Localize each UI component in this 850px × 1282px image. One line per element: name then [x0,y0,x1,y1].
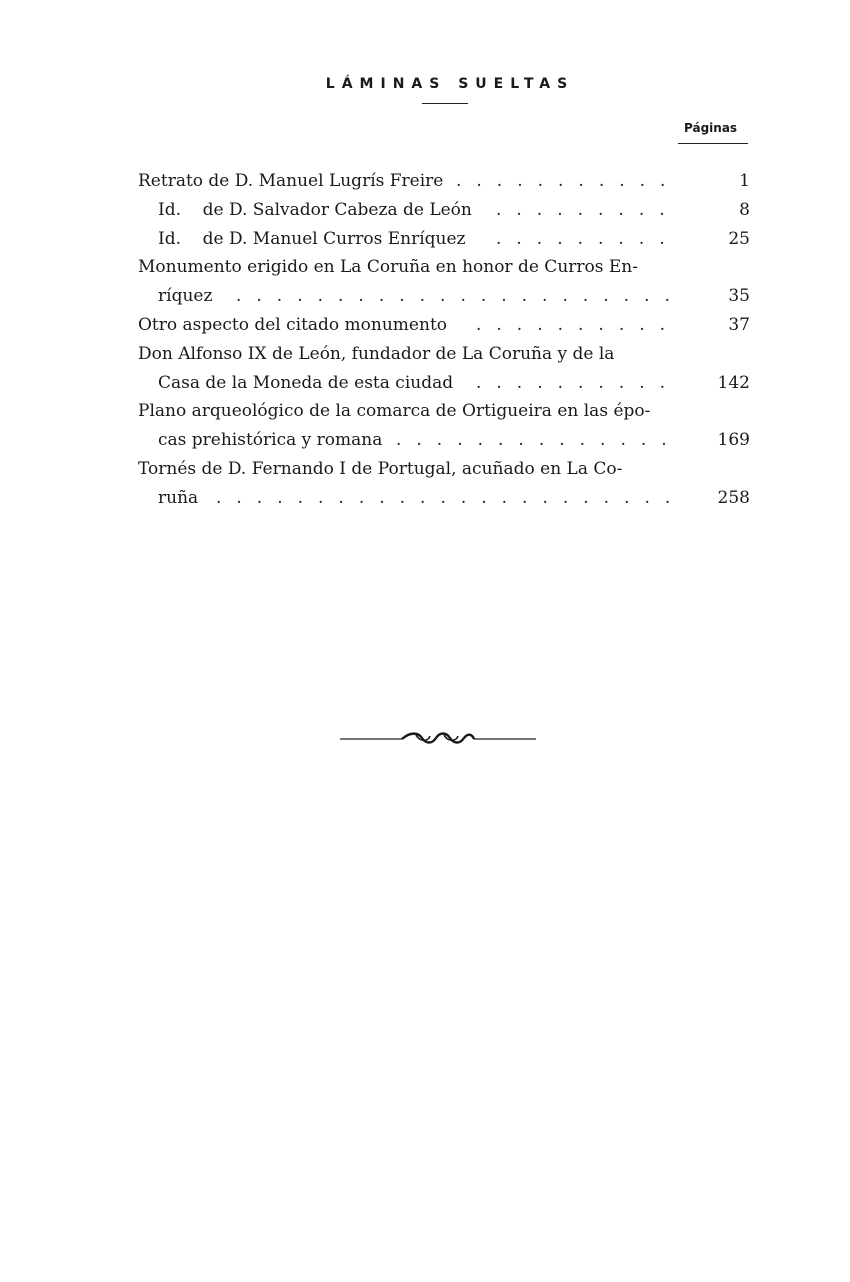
entry-line [0,282,850,311]
entry-page-number: 37 [728,314,750,335]
entry-line [0,397,850,426]
entry-title: Don Alfonso IX de León, fundador de La Coruña y de la [138,343,615,364]
entry-line [0,167,850,196]
ornament-divider [340,728,536,750]
entry-title: Otro aspecto del citado monumento [138,314,448,335]
section-heading: LÁMINAS SUELTAS [325,76,575,92]
leader-dots: .............. [396,430,682,451]
entry-page-number: 35 [728,286,750,307]
entry-line [0,340,850,369]
pages-column-underline [678,143,748,144]
entry-title-continuation: Casa de la Moneda de esta ciudad [158,372,454,393]
entry-page-number: 8 [739,199,750,220]
entry-line [0,484,850,513]
leader-dots: .......... [476,314,681,335]
entry-title-continuation: ríquez [158,286,213,307]
entry-page-number: 142 [717,372,750,393]
leader-dots: ...................... [236,286,685,307]
entry-line [0,196,850,225]
plates-list [0,167,850,513]
entry-page-number: 25 [728,228,750,249]
entry-line [0,225,850,254]
entry-title: Retrato de D. Manuel Lugrís Freire [138,171,444,191]
entry-line [0,311,850,340]
leader-dots: ......... [496,199,680,220]
entry-line [0,426,850,455]
entry-title: Id. de D. Salvador Cabeza de León [158,199,472,220]
entry-title: Plano arqueológico de la comarca de Ortigueira en las épo- [138,401,651,422]
entry-line [0,369,850,398]
entry-title: Monumento erigido en La Coruña en honor de Curros En- [138,257,638,278]
leader-dots: ......... [496,228,680,249]
pages-column-header: Páginas [684,121,738,135]
leader-dots: .......... [476,372,681,393]
entry-title: Id. de D. Manuel Curros Enríquez [158,228,466,249]
entry-line [0,455,850,484]
entry-title-continuation: cas prehistórica y romana [158,430,383,451]
entry-page-number: 258 [717,487,750,508]
leader-dots: ....................... [216,487,686,508]
leader-dots: ........... [456,171,681,191]
entry-page-number: 169 [717,430,750,451]
heading-underline [422,103,468,104]
entry-title-continuation: ruña [158,487,199,508]
entry-line [0,253,850,282]
entry-title: Tornés de D. Fernando I de Portugal, acuñado en La Co- [138,458,623,479]
entry-page-number: 1 [739,171,750,191]
